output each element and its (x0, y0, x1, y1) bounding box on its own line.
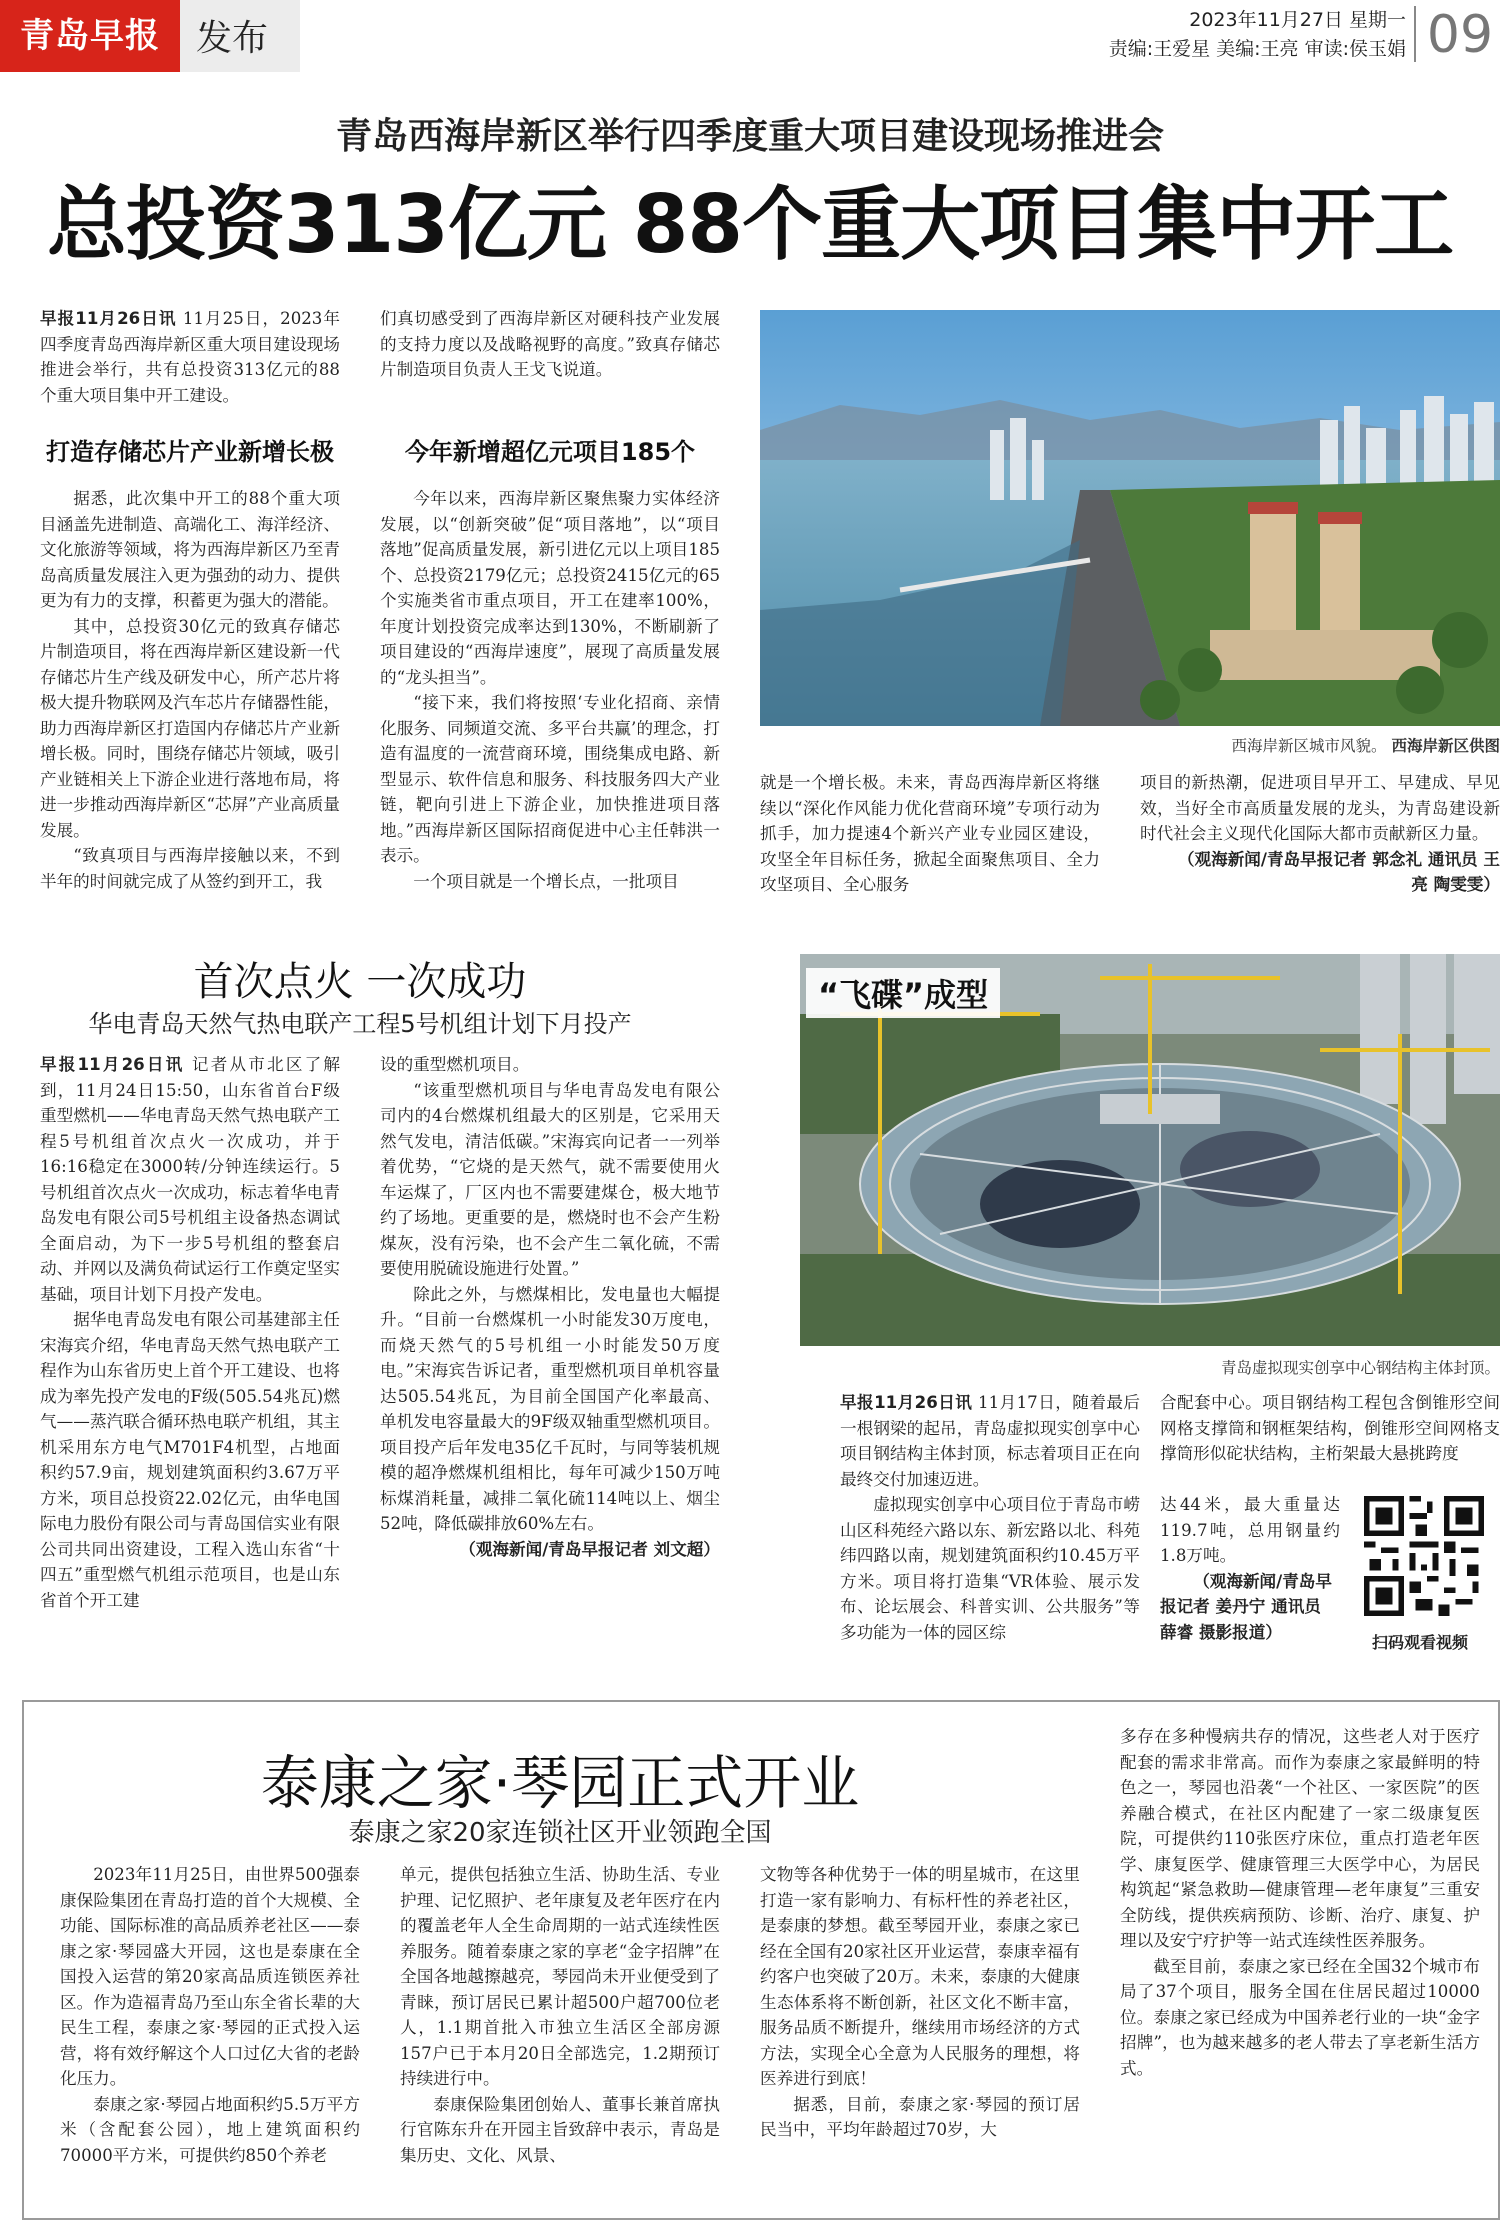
qr-label: 扫码观看视频 (1371, 1633, 1468, 1652)
story3-dateline: 早报11月26日讯 (840, 1393, 973, 1412)
coastline-photo-caption: 西海岸新区城市风貌。 西海岸新区供图 (1231, 737, 1500, 755)
story1-column-4: 项目的新热潮，促进项目早开工、早建成、早见效，当好全市高质量发展的龙头，为青岛建设新时代社会主义现代化国际大都市贡献新区力量。 （观海新闻/青岛早报记者 郭念礼 通讯员 王亮 陶雯雯） (1140, 770, 1500, 910)
story1-column-2: 们真切感受到了西海岸新区对硬科技产业发展的支持力度以及战略视野的高度。”致真存储芯片制造项目负责人王戈飞说道。 (380, 309, 720, 379)
ufo-building-photo (800, 954, 1500, 1346)
section-name: 发布 (196, 18, 269, 59)
story1-dateline: 早报11月26日讯 (40, 309, 177, 328)
story1-column-3: 就是一个增长极。未来，青岛西海岸新区将继续以“深化作风能力优化营商环境”专项行动为抓手，加力提速4个新兴产业专业园区建设，攻坚全年目标任务，掀起全面聚焦项目、全力攻坚项目、全心服务 (760, 773, 1100, 894)
story1-subhead-1: 打造存储芯片产业新增长极 (46, 438, 334, 466)
story4-column-1: 2023年11月25日，由世界500强泰康保险集团在青岛打造的首个大规模、全功能、国际标准的高品质养老社区——泰康之家·琴园盛大开园，这也是泰康在全国投入运营的第20家高品质连锁医养社区。作为造福青岛乃至山东全省长辈的大民生工程，泰康之家·琴园的正式投入运营，将有效纾解这个人口过亿大省的老龄化压力。 泰康之家·琴园占地面积约5.5万平方米（含配套公园），地上建筑面积约70000平方米，可提供约850个养老 (60, 1865, 360, 2165)
coastline-photo-credit: 西海岸新区供图 (1391, 737, 1500, 755)
story1-kicker: 青岛西海岸新区举行四季度重大项目建设现场推进会 (335, 115, 1164, 157)
story2-headline: 首次点火 一次成功 (193, 959, 527, 1005)
story1-column-1b: 据悉，此次集中开工的88个重大项目涵盖先进制造、高端化工、海洋经济、文化旅游等领域，将为西海岸新区乃至青岛高质量发展注入更为强劲的动力、提供更为有力的支撑，积蓄更为强大的潜能。 其中，总投资30亿元的致真存储芯片制造项目，将在西海岸新区建设新一代存储芯片生产线及研发中心，所产芯片将极大提升物联网及汽车芯片存储器性能，助力西海岸新区打造国内存储芯片产业新增长极。同时，围绕存储芯片领域，吸引产业链相关上下游企业进行落地布局，将进一步推动西海岸新区“芯屏”产业高质量发展。 “致真项目与西海岸接触以来，不到半年的时间就完成了从签约到开工，我 (40, 489, 340, 891)
story4-column-3: 文物等各种优势于一体的明星城市，在这里打造一家有影响力、有标杆性的养老社区，是泰康的梦想。截至琴园开业，泰康之家已经在全国有20家社区开业运营，泰康幸福有约客户也突破了20万。未来，泰康的大健康生态体系将不断创新，社区文化不断丰富，服务品质不断提升，继续用市场经济的方式方法，实现全心全意为人民服务的理想，将医养进行到底！ 据悉，目前，泰康之家·琴园的预订居民当中，平均年龄超过70岁，大 (760, 1865, 1080, 2139)
story4-headline: 泰康之家·琴园正式开业 (260, 1749, 860, 1817)
page-number: 09 (1426, 5, 1494, 65)
coastline-city-illustration (760, 310, 1500, 726)
video-qr-code[interactable] (1364, 1496, 1484, 1616)
ufo-photo-caption: 青岛虚拟现实创享中心钢结构主体封顶。 (1220, 1359, 1500, 1377)
story2-column-1: 早报11月26日讯 记者从市北区了解到，11月24日15:50，山东省首台F级重型燃机——华电青岛天然气热电联产工程5号机组首次点火一次成功，并于16:16稳定在3000转/分钟连续运行。5号机组首次点火一次成功，标志着华电青岛发电有限公司5号机组主设备热态调试全面启动，为下一步5号机组的整套启动、并网以及满负荷试运行工作奠定坚实基础，项目计划下月投产发电。 据华电青岛发电有限公司基建部主任宋海宾介绍，华电青岛天然气热电联产工程作为山东省历史上首个开工建设、也将成为率先投产发电的F级(505.54兆瓦)燃气——蒸汽联合循环热电联产机组，其主机采用东方电气M701F4机型，占地面积约57.9亩，规划建筑面积约3.67万平方米，项目总投资22.02亿元，由华电国际电力股份有限公司与青岛国信实业有限公司共同出资建设，工程入选山东省“十四五”重型燃气机组示范项目，也是山东省首个开工建 (40, 1055, 340, 1610)
story1-column-1 (40, 306, 340, 426)
story2-byline: （观海新闻/青岛早报记者 刘文超） (459, 1539, 720, 1559)
ufo-photo-title: “飞碟”成型 (806, 968, 1000, 1018)
story1-intro: 早报11月26日讯 11月25日，2023年四季度青岛西海岸新区重大项目建设现场推进会举行，共有总投资313亿元的88个重大项目集中开工建设。 (40, 309, 340, 405)
qr-code-icon (1364, 1496, 1484, 1616)
story3-column-2: 合配套中心。项目钢结构工程包含倒锥形空间网格支撑筒和钢框架结构，倒锥形空间网格支撑筒形似砣状结构，主桁架最大悬挑跨度 (1160, 1393, 1500, 1463)
story4-subhead: 泰康之家20家连锁社区开业领跑全国 (348, 1818, 772, 1848)
story2-dateline: 早报11月26日讯 (40, 1055, 185, 1074)
coastline-city-photo (760, 310, 1500, 726)
story4-column-2: 单元，提供包括独立生活、协助生活、专业护理、记忆照护、老年康复及老年医疗在内的覆盖老年人全生命周期的一站式连续性医养服务。随着泰康之家的享老“金字招牌”在全国各地越擦越亮，琴园尚未开业便受到了青睐，预订居民已累计超500户超700位老人，1.1期首批入市独立生活区全部房源157户已于本月20日全部选完，1.2期预订持续进行中。 泰康保险集团创始人、董事长兼首席执行官陈东升在开园主旨致辞中表示，青岛是集历史、文化、风景、 (400, 1865, 720, 2165)
masthead-divider (1414, 6, 1416, 62)
story3-column-2b: 达44米，最大重量达119.7吨，总用钢量约1.8万吨。 （观海新闻/青岛早报记者 姜丹宁 通讯员 薛睿 摄影报道） (1160, 1492, 1340, 1652)
story3-byline: （观海新闻/青岛早报记者 姜丹宁 通讯员 薛睿 摄影报道） (1160, 1571, 1332, 1642)
issue-date: 2023年11月27日 星期一 (1189, 9, 1406, 31)
story1-subhead-2: 今年新增超亿元项目185个 (404, 438, 696, 466)
story2-column-2: 设的重型燃机项目。 “该重型燃机项目与华电青岛发电有限公司内的4台燃煤机组最大的区别是，它采用天然气发电，清洁低碳。”宋海宾向记者一一列举着优势，“它烧的是天然气，就不需要使用火车运煤了，厂区内也不需要建煤仓，极大地节约了场地。更重要的是，燃烧时也不会产生粉煤灰，没有污染，也不会产生二氧化硫，不需要使用脱硫设施进行处置。” 除此之外，与燃煤相比，发电量也大幅提升。“目前一台燃煤机一小时能发30万度电，而烧天然气的5号机组一小时能发50万度电。”宋海宾告诉记者，重型燃机项目单机容量达505.54兆瓦，为目前全国国产化率最高、单机发电容量最大的9F级双轴重型燃机项目。项目投产后年发电35亿千瓦时，与同等装机规模的超净燃煤机组相比，每年可减少150万吨标煤消耗量，减排二氧化硫114吨以上、烟尘52吨，降低碳排放60%左右。 （观海新闻/青岛早报记者 刘文超） (380, 1052, 720, 1642)
masthead (0, 0, 1500, 72)
story1-column-2b: 今年以来，西海岸新区聚焦聚力实体经济发展，以“创新突破”促“项目落地”，以“项目落地”促高质量发展，新引进亿元以上项目185个、总投资2179亿元；总投资2415亿元的65个实施类省市重点项目，开工在建率100%，年度计划投资完成率达到130%，不断刷新了项目建设的“西海岸速度”，展现了高质量发展的“龙头担当”。 “接下来，我们将按照‘专业化招商、亲情化服务、同频道交流、多平台共赢’的理念，打造有温度的一流营商环境，围绕集成电路、新型显示、软件信息和服务、科技服务四大产业链，靶向引进上下游企业，加快推进项目落地。”西海岸新区国际招商促进中心主任韩洪一表示。 一个项目就是一个增长点，一批项目 (380, 489, 720, 891)
story2-subhead: 华电青岛天然气热电联产工程5号机组计划下月投产 (88, 1010, 632, 1038)
editor-credits: 责编:王爱星 美编:王亮 审读:侯玉娟 (1108, 38, 1406, 60)
newspaper-logo: 青岛早报 (0, 0, 180, 72)
story1-headline: 总投资313亿元 88个重大项目集中开工 (46, 178, 1454, 271)
story1-byline: （观海新闻/青岛早报记者 郭念礼 通讯员 王亮 陶雯雯） (1177, 849, 1500, 894)
story3-column-1: 早报11月26日讯 11月17日，随着最后一根钢梁的起吊，青岛虚拟现实创享中心项目钢结构主体封顶，标志着项目正在向最终交付加速迈进。 虚拟现实创享中心项目位于青岛市崂山区科苑经六路以东、新宏路以北、科苑纬四路以南，规划建筑面积约10.45万平方米。项目将打造集“VR体验、展示发布、论坛展会、科普实训、公共服务”等多功能为一体的园区综 (840, 1393, 1140, 1642)
story4-column-4: 多存在多种慢病共存的情况，这些老人对于医疗配套的需求非常高。而作为泰康之家最鲜明的特色之一，琴园也沿袭“一个社区、一家医院”的医养融合模式，在社区内配建了一家二级康复医院，可提供约110张医疗床位，重点打造老年医学、康复医学、健康管理三大医学中心，为居民构筑起“紧急救助—健康管理—老年康复”三重安全防线，提供疾病预防、诊断、治疗、康复、护理以及安宁疗护等一站式连续性医养服务。 截至目前，泰康之家已经在全国32个城市布局了37个项目，服务全国在住居民超过10000位。泰康之家已经成为中国养老行业的一块“金字招牌”，也为越来越多的老人带去了享老新生活方式。 (1120, 1727, 1480, 2078)
